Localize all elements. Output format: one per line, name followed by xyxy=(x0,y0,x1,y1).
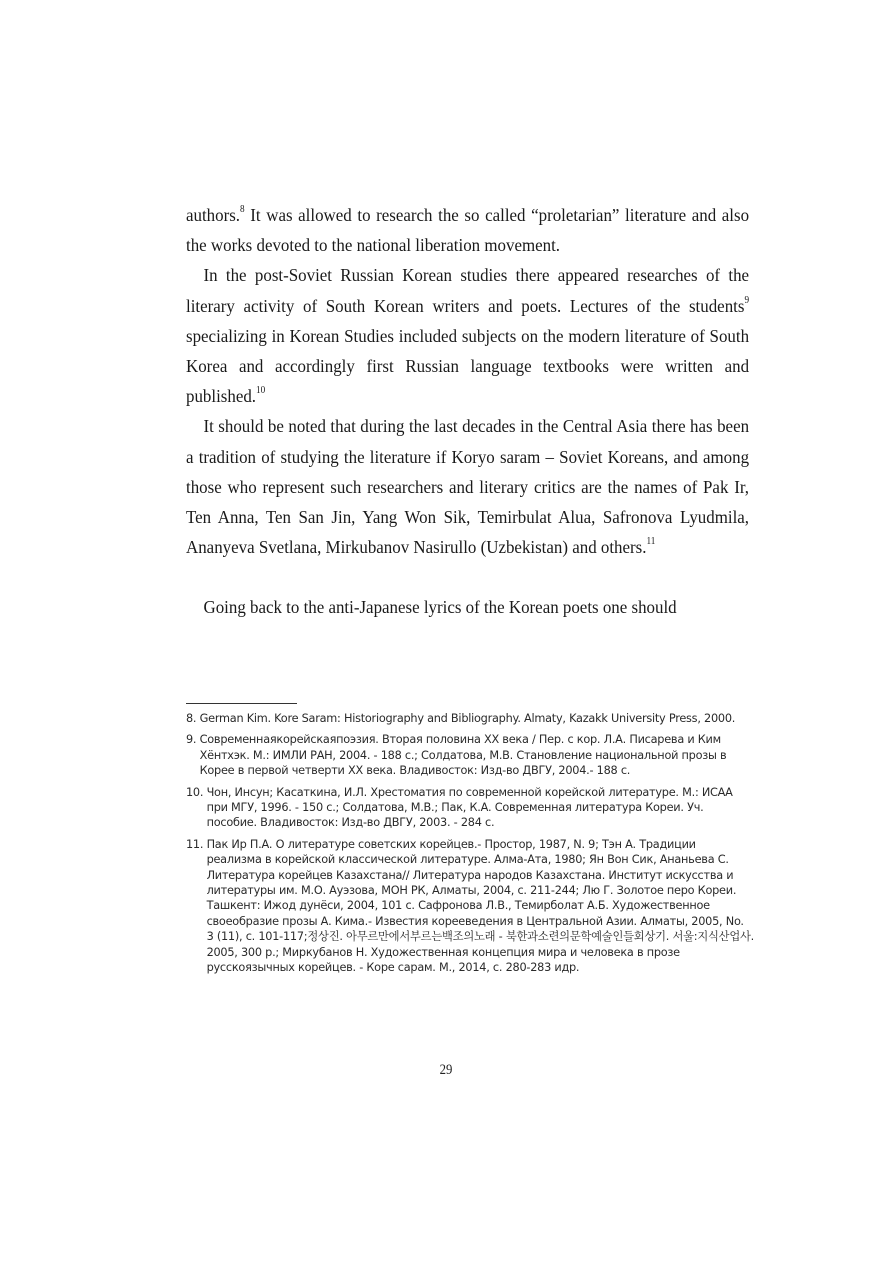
footnote-text: Чон, Инсун; Касаткина, И.Л. Хрестоматия по современной корейской литературе. М.: ИСАА при МГУ, 1996. - 150 с.; Солдатова, М.В.; Пак, К.А. Современная литература Кореи. Уч. пособие. Владивосток: Изд-во ДВГУ, 2003. - 284 с. xyxy=(206,785,733,830)
body-text xyxy=(186,200,749,623)
footnote-10 xyxy=(186,785,754,831)
footnote-ref-8[interactable]: 8 xyxy=(240,204,245,215)
paragraph-text: It should be noted that during the last decades in the Central Asia there has been a tradition of studying the literature if Koryo saram – Soviet Koreans, and among those who represent such researchers and literary critics are the names of Pak Ir, Ten Anna, Ten San Jin, Yang Won Sik, Temirbulat Alua, Safronova Lyudmila, Ananyeva Svetlana, Mirkubanov Nasirullo (Uzbekistan) and others. xyxy=(186,416,750,558)
footnote-8 xyxy=(186,711,754,726)
paragraph-3 xyxy=(186,411,749,562)
footnote-text: German Kim. Kore Saram: Historiography and Bibliography. Almaty, Kazakk University Press, 2000. xyxy=(199,712,736,725)
footnote-number: 9. xyxy=(186,733,200,747)
footnote-number: 10. xyxy=(186,785,207,799)
paragraph-text: specializing in Korean Studies included subjects on the modern literature of South Korea and accordingly first Russian language textbooks were written and published. xyxy=(186,325,750,407)
footnote-ref-9[interactable]: 9 xyxy=(744,294,750,306)
paragraph-2 xyxy=(186,260,749,411)
footnote-number: 8. xyxy=(186,712,200,725)
footnote-ref-11[interactable]: 11 xyxy=(646,536,656,548)
paragraph-4 xyxy=(186,592,749,622)
footnote-number: 11. xyxy=(186,837,207,851)
footnotes xyxy=(186,711,754,982)
paragraph-text: In the post-Soviet Russian Korean studies there appeared researches of the literary activity of South Korean writers and poets. Lectures of the students xyxy=(186,265,750,316)
page-number: 29 xyxy=(439,1062,453,1078)
footnote-separator xyxy=(186,703,297,704)
footnote-text: Современнаякорейскаяпоэзия. Вторая половина ХХ века / Пер. с кор. Л.А. Писарева и Ким Хёнтхэк. М.: ИМЛИ РАН, 2004. - 188 с.; Солдатова, М.В. Становление национальной прозы в Корее в первой четверти ХХ века. Владивосток: Изд-во ДВГУ, 2004.- 188 с. xyxy=(199,733,727,778)
paragraph-1 xyxy=(186,200,749,260)
footnote-9 xyxy=(186,732,754,778)
footnote-text: Пак Ир П.А. О литературе советских корейцев.- Простор, 1987, N. 9; Тэн А. Традиции реализма в корейской классической литературе. Алма-Ата, 1980; Ян Вон Сик, Ананьева С. Литература корейцев Казахстана// Литература народов Казахстана. Институт искусства и литературы им. М.О. Ауэзова, МОН РК, Алматы, 2004, с. 211-244; Лю Г. Золотое перо Кореи. Ташкент: Ижод дунёси, 2004, 101 с. Сафронова Л.В., Темирболат А.Б. Художественное своеобразие прозы А. Кима.- Известия корееведения в Центральной Азии. Алматы, 2005, No. 3 (11), с. 101-117;정상진. 아무르만에서부르는백조의노래 - 북한과소련의문학예술인들회상기. 서울:지식산업사. 2005, 300 p.; Миркубанов Н. Художественная концепция мира и человека в прозе русскоязычных корейцев. - Коре сарам. М., 2014, с. 280-283 идр. xyxy=(206,837,754,975)
footnote-11 xyxy=(186,837,754,976)
paragraph-text: Going back to the anti-Japanese lyrics of the Korean poets one should xyxy=(203,597,677,618)
footnote-ref-10[interactable]: 10 xyxy=(256,385,266,397)
paragraph-text: It was allowed to research the so called “proletarian” literature and also the works devoted to the national liberation movement. xyxy=(186,205,750,256)
paragraph-text: authors. xyxy=(186,205,241,225)
